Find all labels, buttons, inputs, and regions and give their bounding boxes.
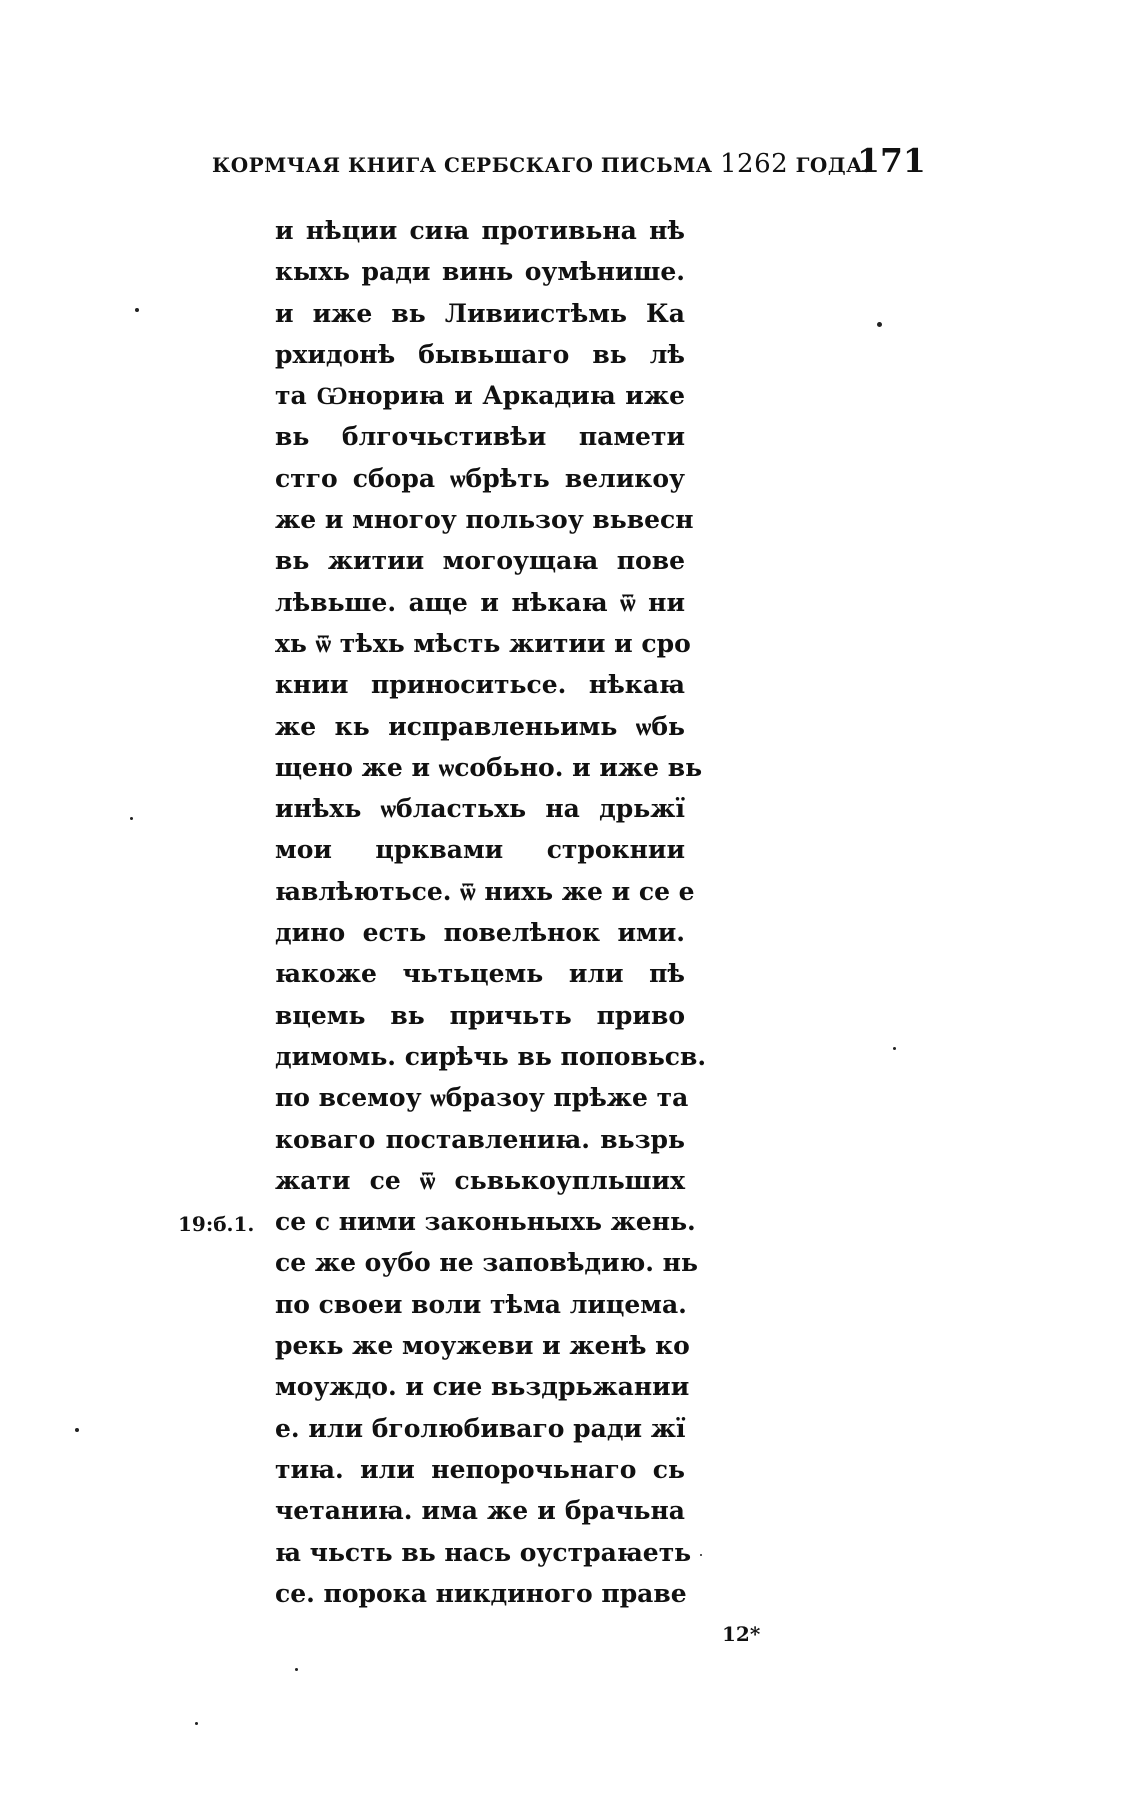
- text-line: е. или бголюбиваго ради жї: [275, 1413, 686, 1443]
- scan-speck: [195, 1722, 198, 1725]
- text-line: се. порока никдиного праве: [275, 1578, 687, 1608]
- printer-signature-mark: 12*: [722, 1622, 761, 1646]
- text-line: коваго поставлениꙗ. вьзрь: [275, 1124, 685, 1154]
- text-line: моуждо. и сие вьздрьжании: [275, 1372, 690, 1402]
- text-line: хь ѿ тѣхь мѣсть житии и сро: [275, 628, 691, 658]
- text-line: же и многоу пользоу вьвесн: [275, 505, 694, 535]
- scan-speck: [135, 308, 139, 312]
- text-line: по своеи воли тѣма лицема.: [275, 1289, 687, 1319]
- main-text-column: [275, 210, 707, 1614]
- text-line: вцемь вь причьть приво: [275, 1000, 685, 1030]
- text-line: рхидонѣ бывьшаго вь лѣ: [275, 339, 685, 369]
- text-line: книи приноситьсе. нѣкаꙗ: [275, 670, 685, 700]
- text-line: стго сбора ѡбрѣть великоу: [275, 463, 685, 493]
- scan-speck: [295, 1668, 298, 1671]
- text-line: та Ѡнориꙗ и Аркадиꙗ иже: [275, 381, 685, 411]
- text-line: дино есть повелѣнок ими.: [275, 918, 685, 948]
- text-line: же кь исправленьимь ѡбь: [275, 711, 685, 741]
- text-line: щено же и ѡсобьно. и иже вь: [275, 752, 703, 782]
- text-line: инѣхь ѡбластьхь на дрьжї: [275, 794, 685, 824]
- text-line: вь житии могоущаꙗ пове: [275, 546, 685, 576]
- scan-speck: [75, 1428, 79, 1432]
- text-line: жати се ѿ сьвькоупльших: [275, 1165, 685, 1195]
- running-title-year: 1262: [719, 149, 789, 179]
- running-title-end: ГОДА.: [795, 153, 871, 177]
- text-line: рекь же моужеви и женѣ ко: [275, 1331, 690, 1361]
- text-line: се с ними законьныхь жень.: [275, 1207, 696, 1237]
- text-line: лѣвьше. аще и нѣкаꙗ ѿ ни: [275, 587, 685, 617]
- scan-speck: [130, 817, 133, 820]
- scan-speck: [700, 1554, 702, 1556]
- text-line: и нѣции сиꙗ противьна нѣ: [275, 216, 685, 245]
- text-line: четаниꙗ. има же и брачьна: [275, 1496, 685, 1526]
- running-title: [212, 149, 870, 179]
- page-number: 171: [857, 141, 926, 180]
- text-line: по всемоу ѡбразоу прѣже та: [275, 1083, 689, 1113]
- scan-speck: [877, 322, 882, 327]
- text-line: димомь. сирѣчь вь поповьсв.: [275, 1041, 707, 1071]
- text-line: ꙗ чьсть вь нась оустраꙗеть: [275, 1537, 692, 1567]
- text-line: и иже вь Ливиистѣмь Ка: [275, 298, 685, 328]
- scan-speck: [893, 1047, 896, 1050]
- text-line: мои црквами строкнии: [275, 835, 685, 865]
- text-line: кыхь ради винь оумѣнише.: [275, 257, 685, 287]
- running-header: [212, 141, 926, 185]
- text-line: тиꙗ. или непорочьнаго сь: [275, 1454, 685, 1484]
- text-line: се же оубо не заповѣдию. нь: [275, 1248, 698, 1278]
- text-line: ꙗкоже чьтьцемь или пѣ: [275, 959, 685, 989]
- margin-reference-note: 19:б.1.: [178, 1212, 255, 1236]
- running-title-text: КОРМЧАЯ КНИГА СЕРБСКАГО ПИСЬМА: [212, 153, 713, 177]
- text-line: вь блгочьстивѣи памети: [275, 422, 685, 452]
- text-line: ꙗвлѣютьсе. ѿ нихь же и се е: [275, 876, 695, 906]
